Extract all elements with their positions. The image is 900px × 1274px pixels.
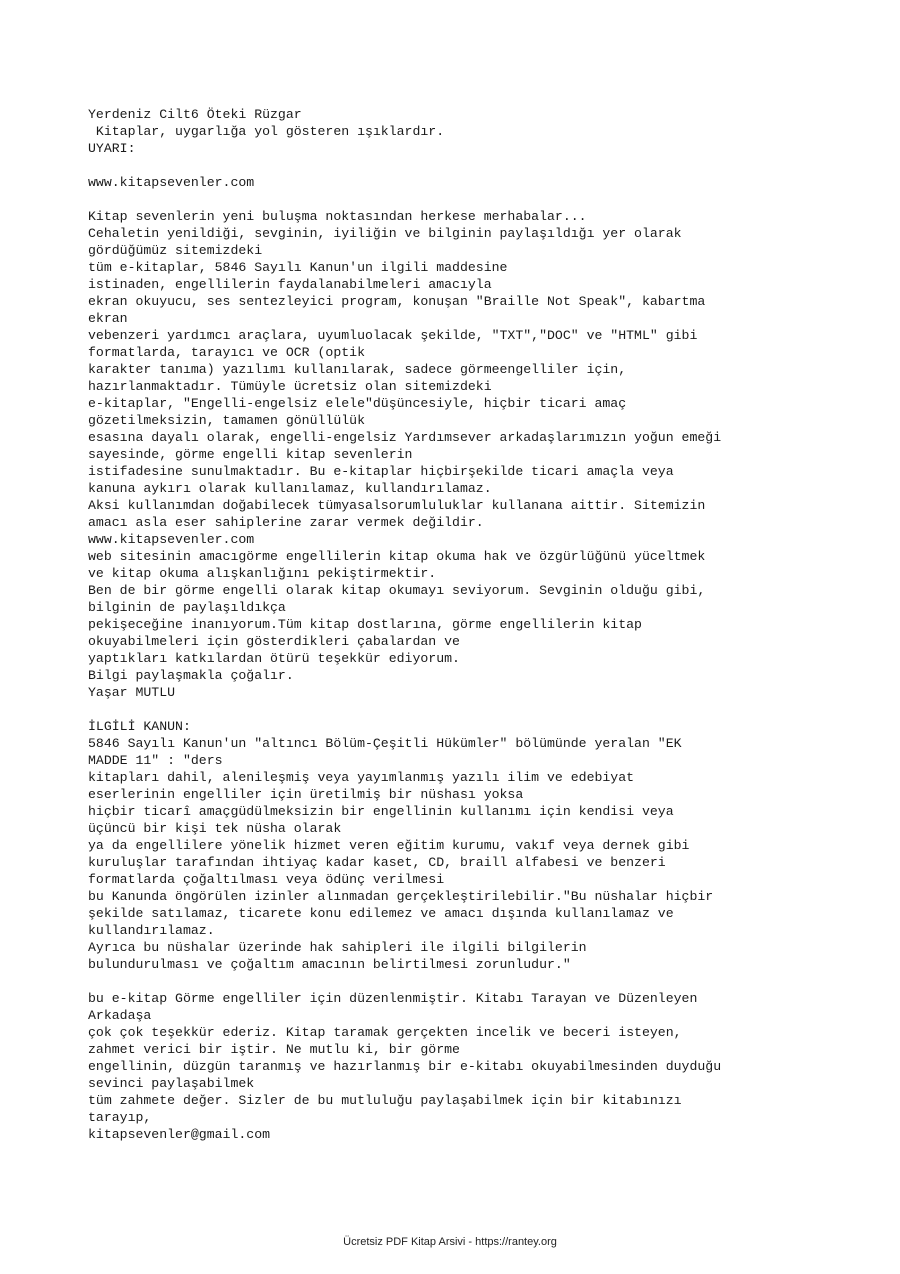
- text-line: İLGİLİ KANUN:: [88, 719, 191, 734]
- text-line: Yerdeniz Cilt6 Öteki Rüzgar: [88, 107, 302, 122]
- text-line: Cehaletin yenildiği, sevginin, iyiliğin ve bilginin paylaşıldığı yer olarak: [88, 226, 682, 241]
- text-line: sayesinde, görme engelli kitap sevenlerin: [88, 447, 413, 462]
- blank-line: [88, 191, 828, 208]
- text-line: gözetilmeksizin, tamamen gönüllülük: [88, 413, 365, 428]
- text-line: pekişeceğine inanıyorum.Tüm kitap dostlarına, görme engellilerin kitap: [88, 617, 642, 632]
- text-line: Arkadaşa: [88, 1008, 152, 1023]
- text-line: tüm e-kitaplar, 5846 Sayılı Kanun'un ilgili maddesine: [88, 260, 508, 275]
- text-line: tüm zahmete değer. Sizler de bu mutluluğu paylaşabilmek için bir kitabınızı: [88, 1093, 682, 1108]
- text-line: Kitap sevenlerin yeni buluşma noktasından herkese merhabalar...: [88, 209, 587, 224]
- text-line: istifadesine sunulmaktadır. Bu e-kitaplar hiçbirşekilde ticari amaçla veya: [88, 464, 674, 479]
- text-line: kuruluşlar tarafından ihtiyaç kadar kaset, CD, braill alfabesi ve benzeri: [88, 855, 666, 870]
- text-line: ya da engellilere yönelik hizmet veren eğitim kurumu, vakıf veya dernek gibi: [88, 838, 690, 853]
- text-line: bu e-kitap Görme engelliler için düzenlenmiştir. Kitabı Tarayan ve Düzenleyen: [88, 991, 698, 1006]
- document-body: [88, 106, 828, 1143]
- text-line: Ben de bir görme engelli olarak kitap okumayı seviyorum. Sevginin olduğu gibi,: [88, 583, 706, 598]
- text-line: sevinci paylaşabilmek: [88, 1076, 255, 1091]
- text-line: okuyabilmeleri için gösterdikleri çabalardan ve: [88, 634, 460, 649]
- text-line: esasına dayalı olarak, engelli-engelsiz Yardımsever arkadaşlarımızın yoğun emeği: [88, 430, 722, 445]
- text-line: karakter tanıma) yazılımı kullanılarak, sadece görmeengelliler için,: [88, 362, 627, 377]
- text-line: şekilde satılamaz, ticarete konu edilemez ve amacı dışında kullanılamaz ve: [88, 906, 674, 921]
- text-line: web sitesinin amacıgörme engellilerin kitap okuma hak ve özgürlüğünü yüceltmek: [88, 549, 706, 564]
- text-line: Yaşar MUTLU: [88, 685, 176, 700]
- text-line: ekran okuyucu, ses sentezleyici program, konuşan "Braille Not Speak", kabartma: [88, 294, 706, 309]
- text-line: bulundurulması ve çoğaltım amacının belirtilmesi zorunludur.": [88, 957, 571, 972]
- text-line: hazırlanmaktadır. Tümüyle ücretsiz olan sitemizdeki: [88, 379, 492, 394]
- text-line: hiçbir ticarî amaçgüdülmeksizin bir engellinin kullanımı için kendisi veya: [88, 804, 674, 819]
- text-line: kullandırılamaz.: [88, 923, 215, 938]
- blank-line: [88, 973, 828, 990]
- text-line: yaptıkları katkılardan ötürü teşekkür ediyorum.: [88, 651, 460, 666]
- text-line: ve kitap okuma alışkanlığını pekiştirmektir.: [88, 566, 437, 581]
- text-line: ekran: [88, 311, 128, 326]
- text-line: gördüğümüz sitemizdeki: [88, 243, 263, 258]
- text-line: Bilgi paylaşmakla çoğalır.: [88, 668, 294, 683]
- text-line: eserlerinin engelliler için üretilmiş bir nüshası yoksa: [88, 787, 524, 802]
- text-line: kanuna aykırı olarak kullanılamaz, kullandırılamaz.: [88, 481, 492, 496]
- text-line: amacı asla eser sahiplerine zarar vermek değildir.: [88, 515, 484, 530]
- page-footer: Ücretsiz PDF Kitap Arsivi - https://rantey.org: [343, 1236, 557, 1248]
- blank-line: [88, 157, 828, 174]
- text-line: 5846 Sayılı Kanun'un "altıncı Bölüm-Çeşitli Hükümler" bölümünde yeralan "EK: [88, 736, 682, 751]
- text-line: üçüncü bir kişi tek nüsha olarak: [88, 821, 342, 836]
- text-line: istinaden, engellilerin faydalanabilmeleri amacıyla: [88, 277, 492, 292]
- text-line: UYARI:: [88, 141, 136, 156]
- blank-line: [88, 701, 828, 718]
- text-line: Ayrıca bu nüshalar üzerinde hak sahipleri ile ilgili bilgilerin: [88, 940, 587, 955]
- text-line: çok çok teşekkür ederiz. Kitap taramak gerçekten incelik ve beceri isteyen,: [88, 1025, 682, 1040]
- text-line: kitapsevenler@gmail.com: [88, 1127, 271, 1142]
- text-line: bu Kanunda öngörülen izinler alınmadan gerçekleştirilebilir."Bu nüshalar hiçbir: [88, 889, 714, 904]
- text-line: e-kitaplar, "Engelli-engelsiz elele"düşüncesiyle, hiçbir ticari amaç: [88, 396, 627, 411]
- text-line: formatlarda, tarayıcı ve OCR (optik: [88, 345, 365, 360]
- text-line: Aksi kullanımdan doğabilecek tümyasalsorumluluklar kullanana aittir. Sitemizin: [88, 498, 706, 513]
- text-line: tarayıp,: [88, 1110, 152, 1125]
- text-line: Kitaplar, uygarlığa yol gösteren ışıklardır.: [88, 124, 445, 139]
- text-line: MADDE 11" : "ders: [88, 753, 223, 768]
- text-line: zahmet verici bir iştir. Ne mutlu ki, bir görme: [88, 1042, 460, 1057]
- text-line: vebenzeri yardımcı araçlara, uyumluolacak şekilde, "TXT","DOC" ve "HTML" gibi: [88, 328, 698, 343]
- text-line: kitapları dahil, alenileşmiş veya yayımlanmış yazılı ilim ve edebiyat: [88, 770, 635, 785]
- text-line: formatlarda çoğaltılması veya ödünç verilmesi: [88, 872, 445, 887]
- text-line: www.kitapsevenler.com: [88, 532, 255, 547]
- text-line: www.kitapsevenler.com: [88, 175, 255, 190]
- text-line: bilginin de paylaşıldıkça: [88, 600, 286, 615]
- text-line: engellinin, düzgün taranmış ve hazırlanmış bir e-kitabı okuyabilmesinden duyduğu: [88, 1059, 722, 1074]
